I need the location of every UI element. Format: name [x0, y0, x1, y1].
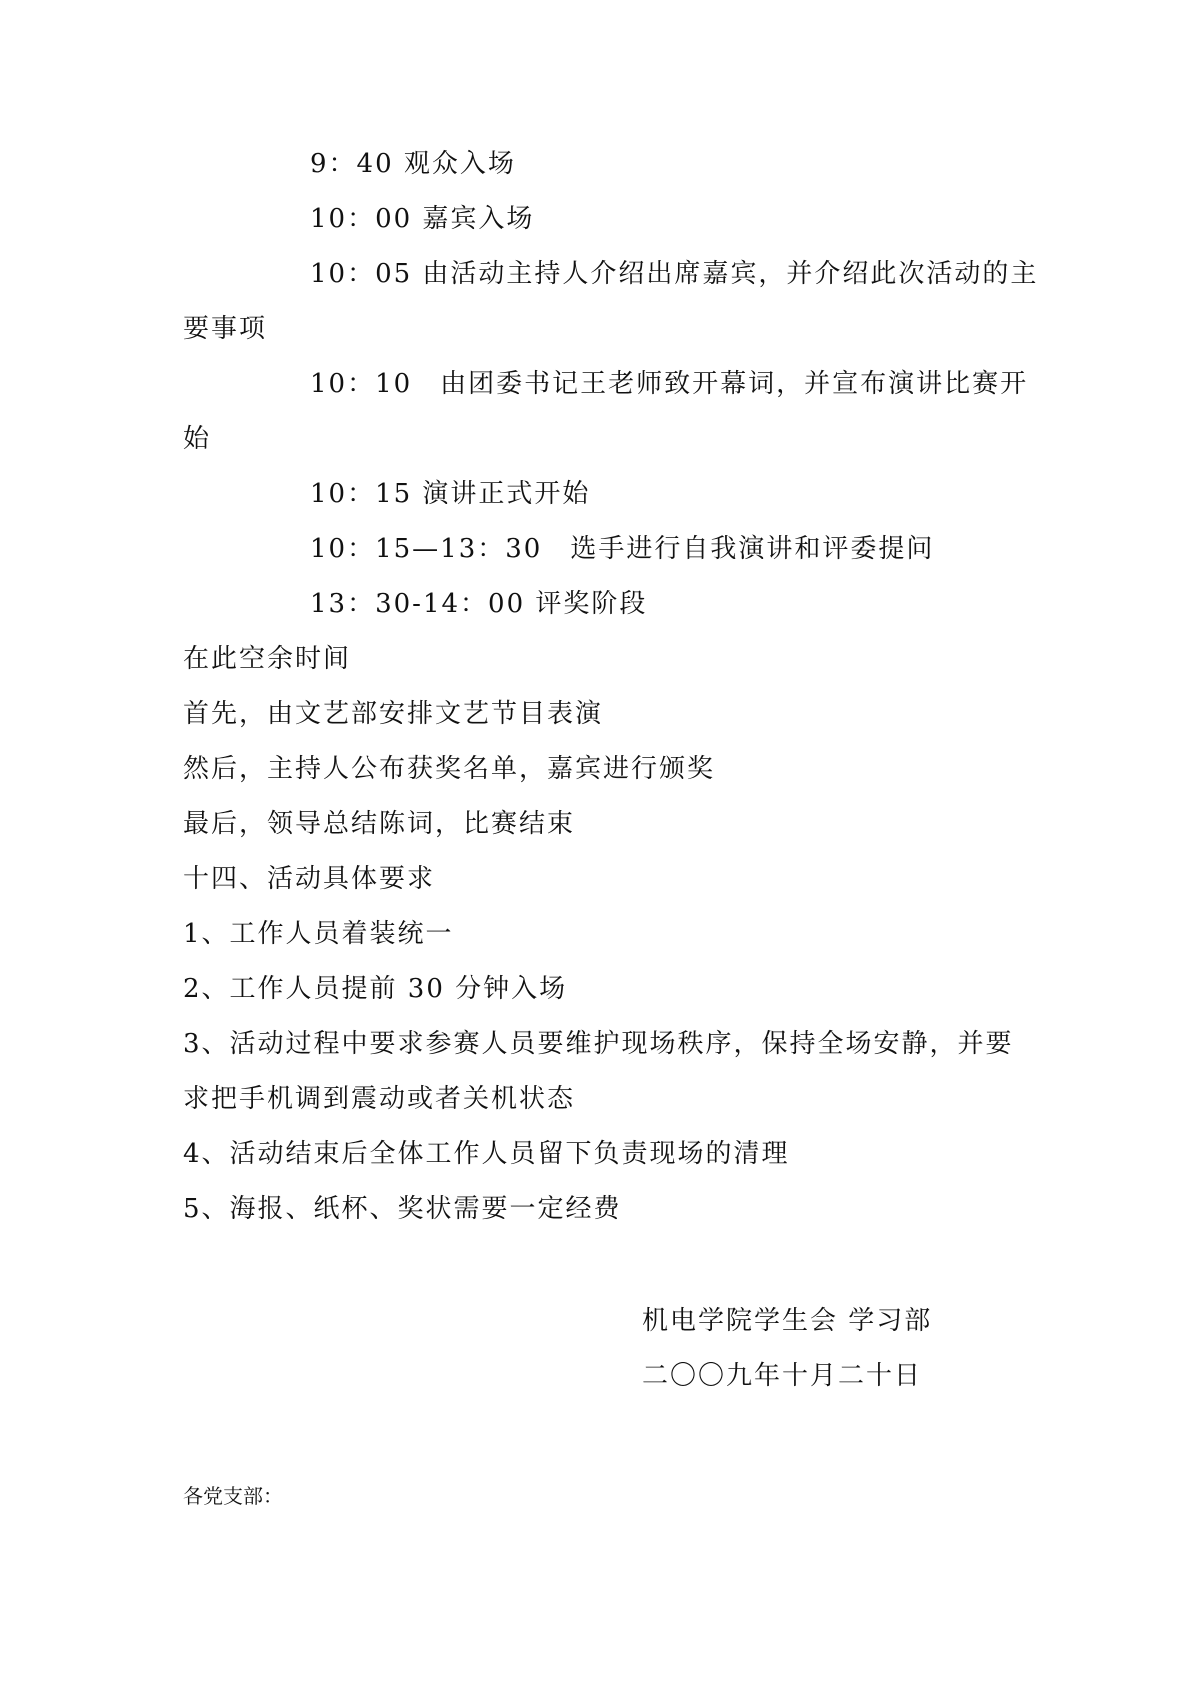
schedule-line: 10：10 由团委书记王老师致开幕词，并宣布演讲比赛开: [310, 369, 1029, 399]
requirement-item: 4、活动结束后全体工作人员留下负责现场的清理: [183, 1139, 790, 1169]
schedule-line: 13：30-14：00 评奖阶段: [310, 589, 648, 619]
salutation: 各党支部：: [183, 1484, 283, 1508]
schedule-line: 9：40 观众入场: [310, 149, 516, 179]
schedule-line: 10：15—13：30 选手进行自我演讲和评委提问: [310, 534, 935, 564]
signature-date: 二〇〇九年十月二十日: [642, 1361, 923, 1391]
signature-organization: 机电学院学生会 学习部: [642, 1306, 933, 1336]
schedule-line: 10：00 嘉宾入场: [310, 204, 535, 234]
requirement-item: 3、活动过程中要求参赛人员要维护现场秩序，保持全场安静，并要: [183, 1029, 1014, 1059]
schedule-line-continuation: 要事项: [183, 314, 268, 344]
body-paragraph: 然后，主持人公布获奖名单，嘉宾进行颁奖: [183, 754, 716, 784]
schedule-line: 10：05 由活动主持人介绍出席嘉宾，并介绍此次活动的主: [310, 259, 1039, 289]
body-paragraph: 在此空余时间: [183, 644, 352, 674]
section-heading: 十四、活动具体要求: [183, 864, 436, 894]
schedule-line-continuation: 始: [183, 424, 212, 454]
requirement-item: 1、工作人员着装统一: [183, 919, 454, 949]
requirement-item: 2、工作人员提前 30 分钟入场: [183, 974, 568, 1004]
body-paragraph: 首先，由文艺部安排文艺节目表演: [183, 699, 604, 729]
body-paragraph: 最后，领导总结陈词，比赛结束: [183, 809, 576, 839]
requirement-item-continuation: 求把手机调到震动或者关机状态: [183, 1084, 576, 1114]
requirement-item: 5、海报、纸杯、奖状需要一定经费: [183, 1194, 622, 1224]
schedule-line: 10：15 演讲正式开始: [310, 479, 591, 509]
